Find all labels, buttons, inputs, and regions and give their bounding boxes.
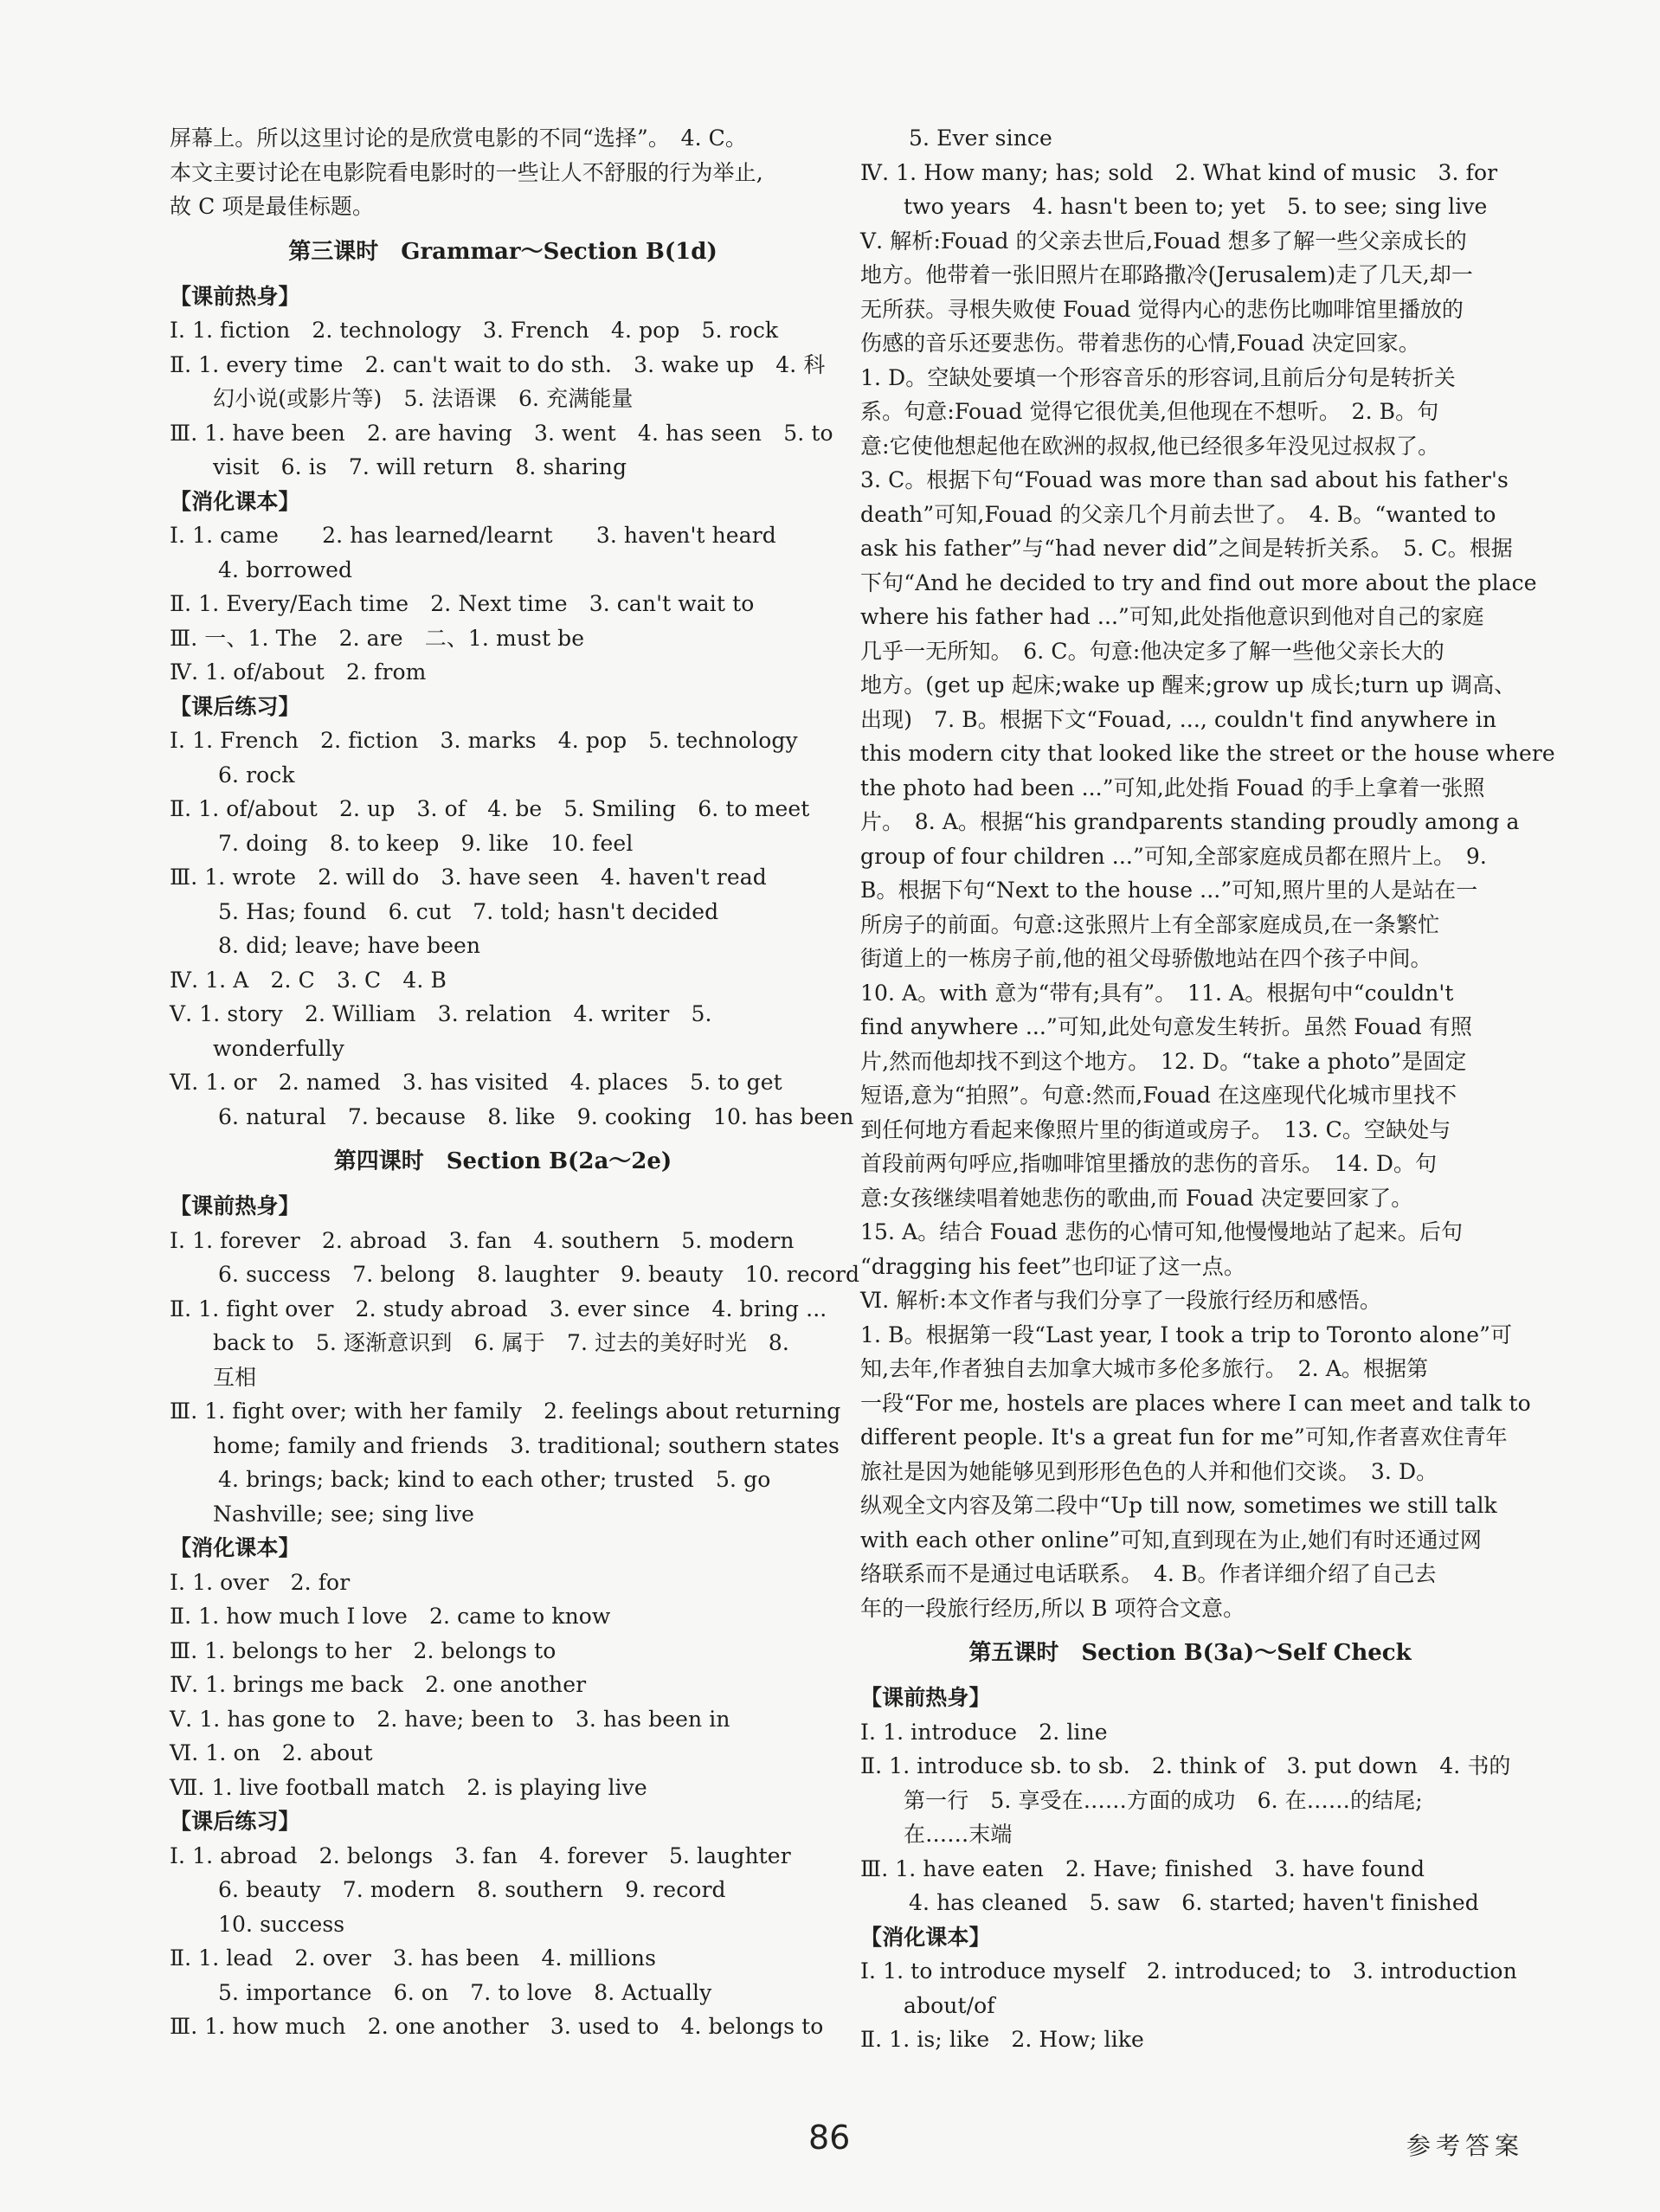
section-heading: 【消化课本】	[170, 488, 300, 514]
answer-line: 15. A。结合 Fouad 悲伤的心情可知,他慢慢地站了起来。后句	[860, 1219, 1464, 1244]
answer-line: Ⅴ. 1. has gone to 2. have; been to 3. has been in	[170, 1706, 730, 1732]
answer-line: Ⅰ. 1. abroad 2. belongs 3. fan 4. forever 5. laughter	[170, 1842, 791, 1868]
answer-line: Ⅱ. 1. introduce sb. to sb. 2. think of 3. put down 4. 书的	[860, 1753, 1511, 1778]
answer-line: Ⅰ. 1. to introduce myself 2. introduced; to 3. introduction	[860, 1958, 1517, 1984]
section-heading: 【消化课本】	[860, 1924, 991, 1950]
answer-line: Ⅰ. 1. over 2. for	[170, 1569, 351, 1595]
answer-line: Ⅵ. 1. on 2. about	[170, 1740, 373, 1765]
answer-line: 7. doing 8. to keep 9. like 10. feel	[218, 830, 634, 856]
answer-line: Ⅴ. 1. story 2. William 3. relation 4. writer 5.	[170, 1001, 712, 1026]
right-column	[860, 121, 1555, 2057]
answer-line: B。根据下句“Next to the house ...”可知,照片里的人是站在一	[860, 878, 1478, 903]
answer-line: find anywhere ...”可知,此处句意发生转折。虽然 Fouad 有照	[860, 1014, 1473, 1039]
answer-line: the photo had been ...”可知,此处指 Fouad 的手上拿着一张照	[860, 775, 1485, 801]
answer-line: Ⅱ. 1. every time 2. can't wait to do sth. 3. wake up 4. 科	[170, 351, 826, 377]
answer-line: 本文主要讨论在电影院看电影时的一些让人不舒服的行为举止,	[170, 159, 763, 185]
section-heading: 【课前热身】	[170, 283, 300, 309]
answer-line: 系。句意:Fouad 觉得它很优美,但他现在不想听。 2. B。句	[860, 399, 1439, 424]
answer-line: 4. brings; back; kind to each other; trusted 5. go	[218, 1467, 771, 1492]
section-heading: 【课后练习】	[170, 693, 300, 719]
answer-line: Ⅴ. 解析:Fouad 的父亲去世后,Fouad 想多了解一些父亲成长的	[860, 228, 1467, 254]
answer-line: 6. success 7. belong 8. laughter 9. beauty 10. record	[218, 1262, 860, 1287]
answer-line: 出现) 7. B。根据下文“Fouad, ..., couldn't find anywhere in	[860, 706, 1497, 732]
answer-line: 意:女孩继续唱着她悲伤的歌曲,而 Fouad 决定要回家了。	[860, 1185, 1413, 1211]
answer-line: “dragging his feet”也印证了这一点。	[860, 1253, 1245, 1279]
answer-line: 片。 8. A。根据“his grandparents standing proudly among a	[860, 809, 1520, 834]
answer-line: Ⅰ. 1. forever 2. abroad 3. fan 4. southern 5. modern	[170, 1227, 795, 1253]
answer-line: Ⅵ. 1. or 2. named 3. has visited 4. places 5. to get	[170, 1070, 782, 1095]
section-heading: 【消化课本】	[170, 1535, 300, 1560]
answer-line: Ⅲ. 1. belongs to her 2. belongs to	[170, 1637, 557, 1663]
answer-line: 意:它使他想起他在欧洲的叔叔,他已经很多年没见过叔叔了。	[860, 433, 1440, 459]
answer-line: Ⅳ. 1. of/about 2. from	[170, 659, 427, 685]
answer-line: this modern city that looked like the street or the house where	[860, 741, 1555, 766]
answer-line: 4. borrowed	[218, 556, 353, 582]
answer-line: where his father had ...”可知,此处指他意识到他对自己的家庭	[860, 604, 1484, 629]
section-heading: 【课前热身】	[860, 1685, 991, 1710]
answer-line: group of four children ...”可知,全部家庭成员都在照片上。 9.	[860, 843, 1487, 869]
answer-line: 10. A。with 意为“带有;具有”。 11. A。根据句中“couldn't	[860, 980, 1454, 1006]
answer-line: home; family and friends 3. traditional; southern states	[213, 1432, 840, 1458]
answer-line: death”可知,Fouad 的父亲几个月前去世了。 4. B。“wanted to	[860, 501, 1496, 527]
answer-line: 8. did; leave; have been	[218, 933, 481, 958]
answer-line: with each other online”可知,直到现在为止,她们有时还通过网	[860, 1527, 1482, 1553]
answer-line: 屏幕上。所以这里讨论的是欣赏电影的不同“选择”。 4. C。	[170, 125, 747, 151]
answer-line: 伤感的音乐还要悲伤。带着悲伤的心情,Fouad 决定回家。	[860, 331, 1420, 356]
answer-line: 无所获。寻根失败使 Fouad 觉得内心的悲伤比咖啡馆里播放的	[860, 296, 1464, 322]
answer-line: 5. Ever since	[909, 125, 1052, 151]
answer-line: Ⅲ. 1. wrote 2. will do 3. have seen 4. haven't read	[170, 865, 767, 890]
answer-line: Ⅱ. 1. is; like 2. How; like	[860, 2027, 1144, 2052]
answer-line: Ⅲ. 1. how much 2. one another 3. used to 4. belongs to	[170, 2014, 824, 2039]
answer-line: 3. C。根据下句“Fouad was more than sad about his father's	[860, 467, 1509, 492]
section-title: 第三课时 Grammar～Section B(1d)	[288, 238, 717, 265]
answer-line: Ⅲ. 1. have been 2. are having 3. went 4. has seen 5. to	[170, 420, 833, 446]
answer-line: Ⅰ. 1. fiction 2. technology 3. French 4. pop 5. rock	[170, 318, 779, 343]
section-title: 第四课时 Section B(2a～2e)	[333, 1148, 672, 1174]
answer-line: 片,然而他却找不到这个地方。 12. D。“take a photo”是固定	[860, 1048, 1467, 1074]
answer-line: 地方。他带着一张旧照片在耶路撒冷(Jerusalem)走了几天,却一	[860, 262, 1473, 287]
answer-line: Ⅱ. 1. how much I love 2. came to know	[170, 1604, 611, 1629]
answer-line: 1. B。根据第一段“Last year, I took a trip to Toronto alone”可	[860, 1321, 1513, 1347]
answer-line: Ⅱ. 1. Every/Each time 2. Next time 3. can't wait to	[170, 591, 755, 616]
answer-line: 幻小说(或影片等) 5. 法语课 6. 充满能量	[213, 386, 634, 411]
answer-line: Ⅶ. 1. live football match 2. is playing live	[170, 1774, 647, 1800]
answer-line: 知,去年,作者独自去加拿大城市多伦多旅行。 2. A。根据第	[860, 1356, 1429, 1381]
answer-line: 到任何地方看起来像照片里的街道或房子。 13. C。空缺处与	[860, 1116, 1451, 1142]
answer-line: Ⅱ. 1. fight over 2. study abroad 3. ever since 4. bring ...	[170, 1296, 827, 1321]
answer-line: Ⅲ. 1. fight over; with her family 2. feelings about returning	[170, 1399, 841, 1424]
answer-line: 5. importance 6. on 7. to love 8. Actually	[218, 1979, 712, 2005]
footer-label: 参考答案	[1406, 2132, 1525, 2160]
answer-line: 旅社是因为她能够见到形形色色的人并和他们交谈。 3. D。	[860, 1458, 1438, 1484]
answer-line: Ⅳ. 1. brings me back 2. one another	[170, 1672, 587, 1697]
answer-line: 6. natural 7. because 8. like 9. cooking 10. has been	[218, 1103, 854, 1129]
answer-line: 地方。(get up 起床;wake up 醒来;grow up 成长;turn up 调高、	[860, 672, 1516, 698]
answer-line: Nashville; see; sing live	[213, 1501, 475, 1527]
answer-line: 下句“And he decided to try and find out more about the place	[860, 569, 1537, 595]
section-heading: 【课前热身】	[170, 1193, 300, 1219]
answer-line: Ⅵ. 解析:本文作者与我们分享了一段旅行经历和感悟。	[860, 1288, 1382, 1313]
answer-line: 10. success	[218, 1911, 345, 1937]
answer-line: 5. Has; found 6. cut 7. told; hasn't decided	[218, 898, 719, 924]
answer-line: about/of	[904, 1992, 995, 2018]
answer-line: 所房子的前面。句意:这张照片上有全部家庭成员,在一条繁忙	[860, 911, 1440, 937]
answer-line: 几乎一无所知。 6. C。句意:他决定多了解一些他父亲长大的	[860, 638, 1444, 664]
answer-line: ask his father”与“had never did”之间是转折关系。 5. C。根据	[860, 536, 1513, 561]
answer-line: 1. D。空缺处要填一个形容音乐的形容词,且前后分句是转折关	[860, 364, 1456, 390]
answer-line: 年的一段旅行经历,所以 B 项符合文意。	[860, 1595, 1245, 1621]
answer-line: wonderfully	[213, 1035, 344, 1061]
left-column	[170, 121, 860, 2044]
answer-line: 第一行 5. 享受在……方面的成功 6. 在……的结尾;	[904, 1787, 1423, 1813]
answer-line: 互相	[213, 1364, 257, 1390]
answer-line: Ⅱ. 1. lead 2. over 3. has been 4. millions	[170, 1945, 657, 1971]
section-title: 第五课时 Section B(3a)～Self Check	[968, 1640, 1412, 1666]
answer-line: 首段前两句呼应,指咖啡馆里播放的悲伤的音乐。 14. D。句	[860, 1151, 1438, 1176]
answer-line: back to 5. 逐渐意识到 6. 属于 7. 过去的美好时光 8.	[213, 1330, 789, 1355]
answer-line: 6. beauty 7. modern 8. southern 9. record	[218, 1877, 726, 1902]
answer-line: 络联系而不是通过电话联系。 4. B。作者详细介绍了自己去	[860, 1561, 1437, 1586]
answer-line: different people. It's a great fun for me”可知,作者喜欢住青年	[860, 1424, 1508, 1450]
answer-line: Ⅳ. 1. How many; has; sold 2. What kind of music 3. for	[860, 159, 1498, 185]
section-heading: 【课后练习】	[170, 1809, 300, 1834]
answer-line: Ⅰ. 1. introduce 2. line	[860, 1719, 1108, 1745]
answer-line: Ⅰ. 1. came 2. has learned/learnt 3. haven't heard	[170, 523, 776, 548]
answer-line: 一段“For me, hostels are places where I can meet and talk to	[860, 1390, 1531, 1416]
answer-line: Ⅱ. 1. of/about 2. up 3. of 4. be 5. Smiling 6. to meet	[170, 796, 810, 821]
answer-line: Ⅳ. 1. A 2. C 3. C 4. B	[170, 967, 447, 993]
answer-line: Ⅲ. 一、1. The 2. are 二、1. must be	[170, 625, 585, 651]
answer-line: 在……末端	[904, 1822, 1013, 1847]
answer-line: Ⅲ. 1. have eaten 2. Have; finished 3. have found	[860, 1855, 1425, 1881]
answer-line: two years 4. hasn't been to; yet 5. to see; sing live	[904, 194, 1488, 219]
answer-line: 4. has cleaned 5. saw 6. started; haven't finished	[909, 1890, 1479, 1915]
answer-line: 6. rock	[218, 762, 295, 788]
answer-line: 故 C 项是最佳标题。	[170, 194, 375, 219]
page-number: 86	[808, 2119, 851, 2157]
answer-line: Ⅰ. 1. French 2. fiction 3. marks 4. pop 5. technology	[170, 728, 798, 753]
answer-line: 短语,意为“拍照”。句意:然而,Fouad 在这座现代化城市里找不	[860, 1083, 1457, 1108]
answer-line: visit 6. is 7. will return 8. sharing	[213, 454, 627, 479]
answer-line: 纵观全文内容及第二段中“Up till now, sometimes we still talk	[860, 1493, 1497, 1518]
answer-line: 街道上的一栋房子前,他的祖父母骄傲地站在四个孩子中间。	[860, 946, 1432, 971]
